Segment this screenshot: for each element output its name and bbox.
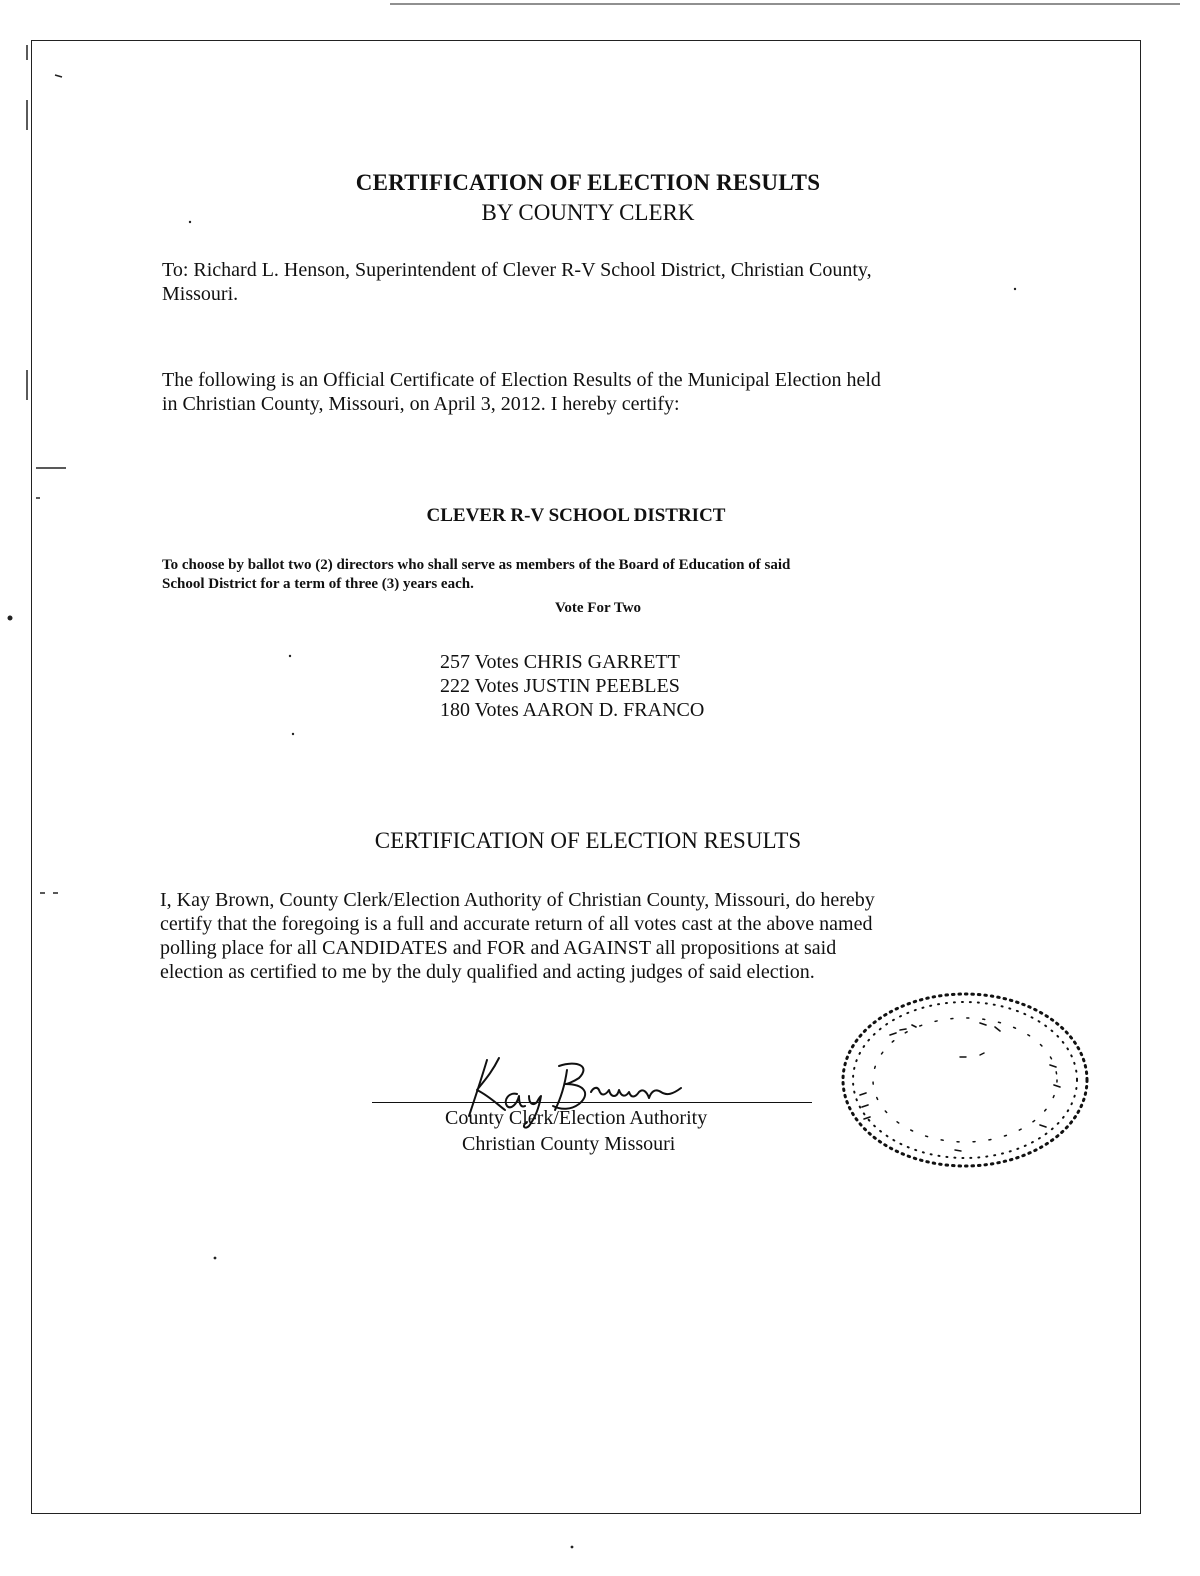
intro-paragraph bbox=[162, 368, 1042, 416]
statement-line: election as certified to me by the duly qualified and acting judges of said election. bbox=[160, 961, 815, 983]
result-line: 257 Votes CHRIS GARRETT bbox=[440, 651, 680, 673]
statement-line: certify that the foregoing is a full and accurate return of all votes cast at the above named bbox=[160, 913, 873, 935]
addressee-line: Missouri. bbox=[162, 283, 239, 305]
ballot-instructions bbox=[162, 556, 1032, 594]
vote-for-label: Vote For Two bbox=[554, 600, 642, 616]
result-line: 180 Votes AARON D. FRANCO bbox=[440, 699, 705, 721]
intro-line: The following is an Official Certificate of Election Results of the Municipal Election held bbox=[162, 369, 881, 391]
instructions-line: School District for a term of three (3) years each. bbox=[162, 576, 474, 592]
district-title: CLEVER R-V SCHOOL DISTRICT bbox=[426, 505, 726, 526]
result-line: 222 Votes JUSTIN PEEBLES bbox=[440, 675, 680, 697]
certification-statement bbox=[160, 888, 1040, 984]
statement-line: polling place for all CANDIDATES and FOR and AGAINST all propositions at said bbox=[160, 937, 837, 959]
signer-county: Christian County Missouri bbox=[462, 1133, 676, 1155]
certification-heading: CERTIFICATION OF ELECTION RESULTS bbox=[374, 828, 802, 853]
results-list bbox=[440, 650, 704, 722]
signer-title: County Clerk/Election Authority bbox=[445, 1107, 708, 1129]
document-title: CERTIFICATION OF ELECTION RESULTS bbox=[355, 170, 821, 195]
statement-line: I, Kay Brown, County Clerk/Election Authority of Christian County, Missouri, do hereby bbox=[160, 889, 875, 911]
document-subtitle: BY COUNTY CLERK bbox=[481, 200, 695, 225]
addressee-line: To: Richard L. Henson, Superintendent of Clever R-V School District, Christian County, bbox=[162, 259, 872, 281]
addressee bbox=[162, 258, 1042, 306]
county-seal bbox=[830, 975, 1100, 1175]
signature-line bbox=[372, 1102, 812, 1103]
intro-line: in Christian County, Missouri, on April 3, 2012. I hereby certify: bbox=[162, 393, 680, 415]
instructions-line: To choose by ballot two (2) directors who shall serve as members of the Board of Education of said bbox=[162, 557, 791, 573]
